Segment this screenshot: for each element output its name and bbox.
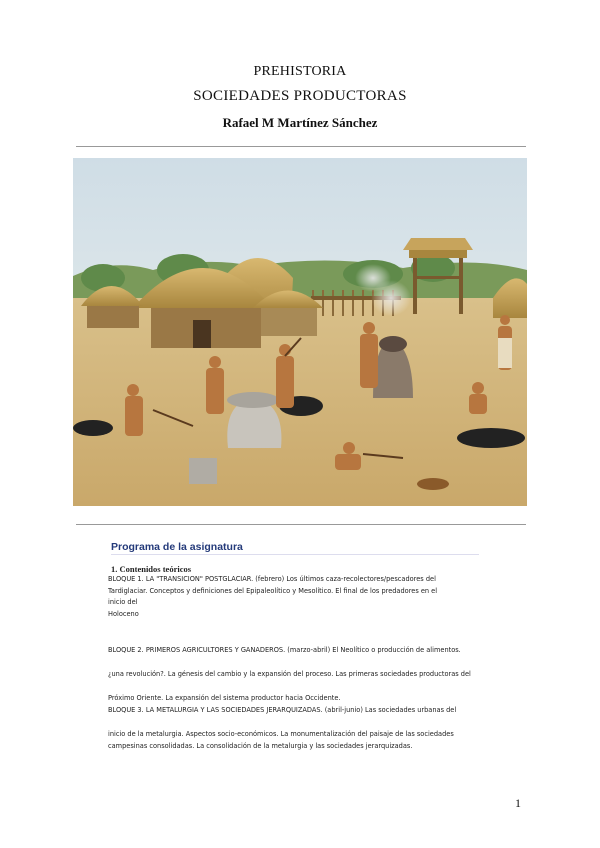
document-author: Rafael M Martínez Sánchez	[222, 115, 378, 130]
top-divider	[76, 146, 526, 147]
bottom-divider	[76, 524, 526, 525]
block1-line: Holoceno	[108, 609, 139, 618]
section-title: Programa de la asignatura	[111, 541, 243, 553]
block1-paragraph	[108, 574, 480, 620]
block1-line: inicio del	[108, 598, 138, 606]
subsection-title: 1. Contenidos teóricos	[111, 564, 192, 574]
block1-line: BLOQUE 1. LA "TRANSICION" POSTGLACIAR. (febrero) Los últimos caza-recolectores/pescadores del	[108, 575, 436, 583]
block3-line: BLOQUE 3. LA METALURGIA Y LAS SOCIEDADES JERARQUIZADAS. (abril-junio) Las sociedades urbanas del	[108, 706, 457, 714]
document-subtitle: SOCIEDADES PRODUCTORAS	[193, 88, 407, 104]
block2-paragraph	[108, 645, 480, 657]
block2-paragraph-cont	[108, 669, 480, 681]
document-title: PREHISTORIA	[253, 64, 347, 79]
block2-paragraph-end	[108, 693, 480, 705]
block3-paragraph-cont	[108, 729, 480, 741]
block3-paragraph	[108, 705, 480, 717]
page-number: 1	[515, 796, 521, 810]
block2-line: BLOQUE 2. PRIMEROS AGRICULTORES Y GANADEROS. (marzo-abril) El Neolítico o producción de alimentos.	[108, 646, 461, 654]
section-underline	[111, 554, 479, 555]
prehistoric-village-illustration	[73, 158, 527, 506]
block2-line: ¿una revolución?. La génesis del cambio y la expansión del proceso. Las primeras sociedades productoras del	[108, 670, 471, 678]
block3-line: inicio de la metalurgia. Aspectos socio-económicos. La monumentalización del paisaje de las sociedades	[108, 730, 454, 738]
block3-paragraph-end	[108, 741, 480, 753]
block3-line: campesinas consolidadas. La consolidación de la metalurgia y las sociedades jerarquizadas.	[108, 742, 413, 750]
block1-line: Tardiglaciar. Conceptos y definiciones del Epipaleolítico y Mesolítico. El final de los predadores en el	[108, 586, 438, 595]
block2-line: Próximo Oriente. La expansión del sistema productor hacia Occidente.	[108, 694, 341, 702]
